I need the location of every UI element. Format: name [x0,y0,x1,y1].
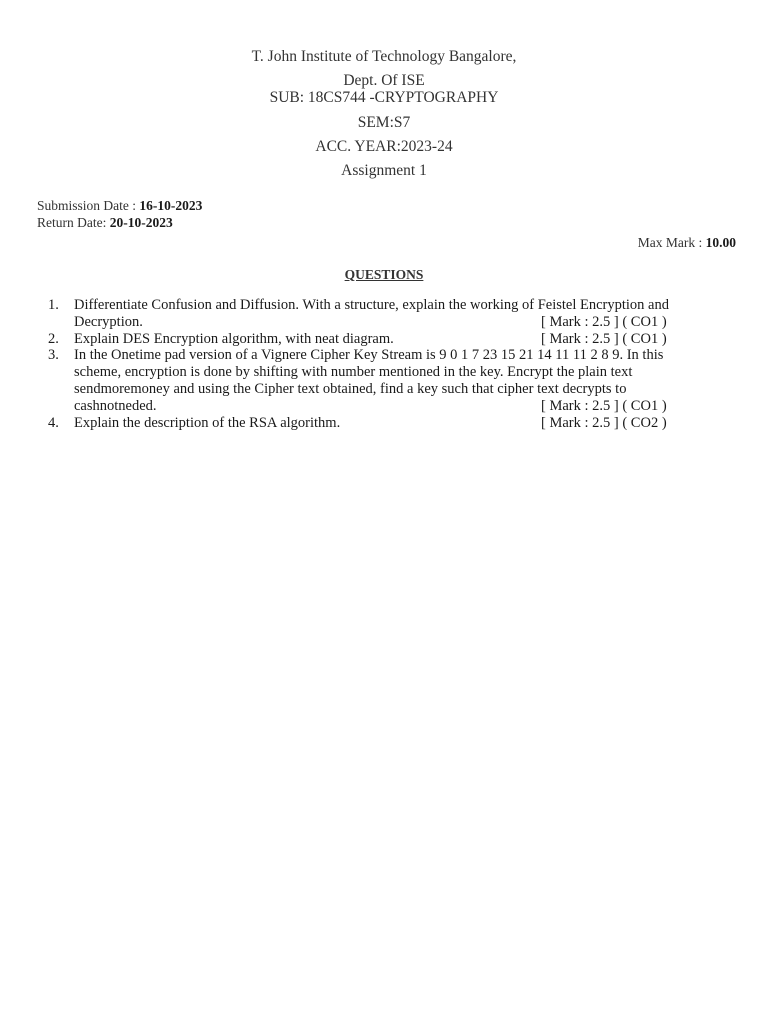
question-last-line [74,415,724,432]
semester-line: SEM:S7 [357,114,411,131]
question-number: 2. [48,330,59,347]
question-last-line [74,331,724,348]
question-number: 1. [48,297,59,313]
questions-heading: QUESTIONS [344,267,424,282]
return-date-label: Return Date: [37,215,110,230]
return-date [37,214,202,231]
max-mark [638,234,736,251]
question-text [74,347,724,414]
academic-year-line: ACC. YEAR:2023-24 [315,138,453,155]
return-date-value: 20-10-2023 [109,215,173,230]
subject-line: SUB: 18CS744 -CRYPTOGRAPHY [269,89,499,106]
dates-block [37,197,202,231]
question-last-line [74,398,724,415]
question-text [74,297,724,331]
question-line: scheme, encryption is done by shifting with number mentioned in the key. Encrypt the plain text [74,364,633,381]
question-item [0,347,768,414]
question-item [0,297,768,331]
institute-name: T. John Institute of Technology Bangalore, [251,48,517,65]
submission-date [37,197,202,214]
question-mark: [ Mark : 2.5 ] ( CO1 ) [541,397,667,414]
submission-date-label: Submission Date : [37,198,140,213]
question-text [74,415,724,432]
department-name: Dept. Of ISE [343,72,425,89]
question-number: 3. [48,347,59,364]
assignment-title: Assignment 1 [341,162,427,179]
question-last-line-text: Decryption. [74,313,143,330]
questions-list [0,297,768,431]
submission-date-value: 16-10-2023 [139,198,203,213]
question-last-line-text: Explain the description of the RSA algorithm. [74,414,341,431]
question-mark: [ Mark : 2.5 ] ( CO1 ) [541,330,667,347]
question-text [74,331,724,348]
question-last-line-text: Explain DES Encryption algorithm, with neat diagram. [74,330,394,347]
document-header [0,47,768,184]
question-item [0,331,768,348]
question-last-line-text: cashnotneded. [74,397,157,414]
question-item [0,415,768,432]
question-line: In the Onetime pad version of a Vignere Cipher Key Stream is 9 0 1 7 23 15 21 14 11 11 2 8 9. In this [74,347,664,364]
question-mark: [ Mark : 2.5 ] ( CO2 ) [541,414,667,431]
question-last-line [74,314,724,331]
max-mark-label: Max Mark : [637,235,706,250]
max-mark-value: 10.00 [705,235,736,250]
question-mark: [ Mark : 2.5 ] ( CO1 ) [541,313,667,330]
question-line: Differentiate Confusion and Diffusion. With a structure, explain the working of Feistel Encryption and [74,297,669,313]
question-line: sendmoremoney and using the Cipher text obtained, find a key such that cipher text decrypts to [74,380,627,397]
question-number: 4. [48,414,59,431]
